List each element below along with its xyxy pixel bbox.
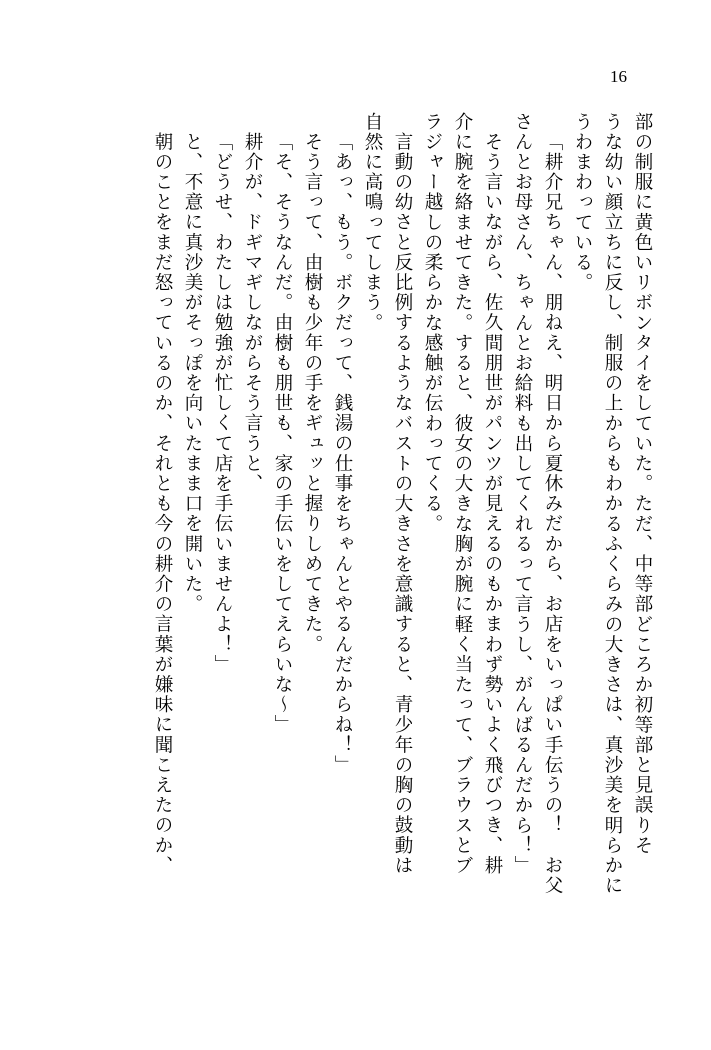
text-column: ラジャー越しの柔らかな感触が伝わってくる。 xyxy=(422,112,443,535)
text-column: 耕介が、ドギマギしながらそう言うと、 xyxy=(242,132,263,494)
vertical-text-block xyxy=(51,112,651,942)
text-column: 介に腕を絡ませてきた。すると、彼女の大きな胸が腕に軽く当たって、ブラウスとブ xyxy=(452,112,473,876)
text-column: そう言いながら、佐久間朋世がパンツが見えるのもかまわず勢いよく飛びつき、耕 xyxy=(482,132,503,876)
text-column: 部の制服に黄色いリボンタイをしていた。ただ、中等部どころか初等部と見誤りそ xyxy=(632,112,653,856)
text-column: うわまわっている。 xyxy=(572,112,593,293)
text-column: 「そ、そうなんだ。由樹も朋世も、家の手伝いをしてえらいな〜」 xyxy=(272,132,293,735)
text-column: 「どうせ、わたしは勉強が忙しくて店を手伝いませんよ！」 xyxy=(212,132,233,675)
text-column: うな幼い顔立ちに反し、制服の上からもわかるふくらみの大きさは、真沙美を明らかに xyxy=(602,112,623,896)
text-column: さんとお母さん、ちゃんとお給料も出してくれるって言うし、がんばるんだから！」 xyxy=(512,112,533,876)
text-column: 「耕介兄ちゃん、朋ねえ、明日から夏休みだから、お店をいっぱい手伝うの！ お父 xyxy=(542,132,563,896)
text-column: と、不意に真沙美がそっぽを向いたまま口を開いた。 xyxy=(182,132,203,615)
page-number: 16 xyxy=(610,67,627,86)
text-column: 「あっ、もう。ボクだって、銭湯の仕事をちゃんとやるんだからね！」 xyxy=(332,132,353,776)
text-column: 朝のことをまだ怒っているのか、それとも今の耕介の言葉が嫌味に聞こえたのか、 xyxy=(152,132,173,876)
text-column: 言動の幼さと反比例するようなバストの大きさを意識すると、青少年の胸の鼓動は xyxy=(392,132,413,876)
text-column: そう言って、由樹も少年の手をギュッと握りしめてきた。 xyxy=(302,132,323,655)
text-column: 自然に高鳴ってしまう。 xyxy=(362,112,383,334)
